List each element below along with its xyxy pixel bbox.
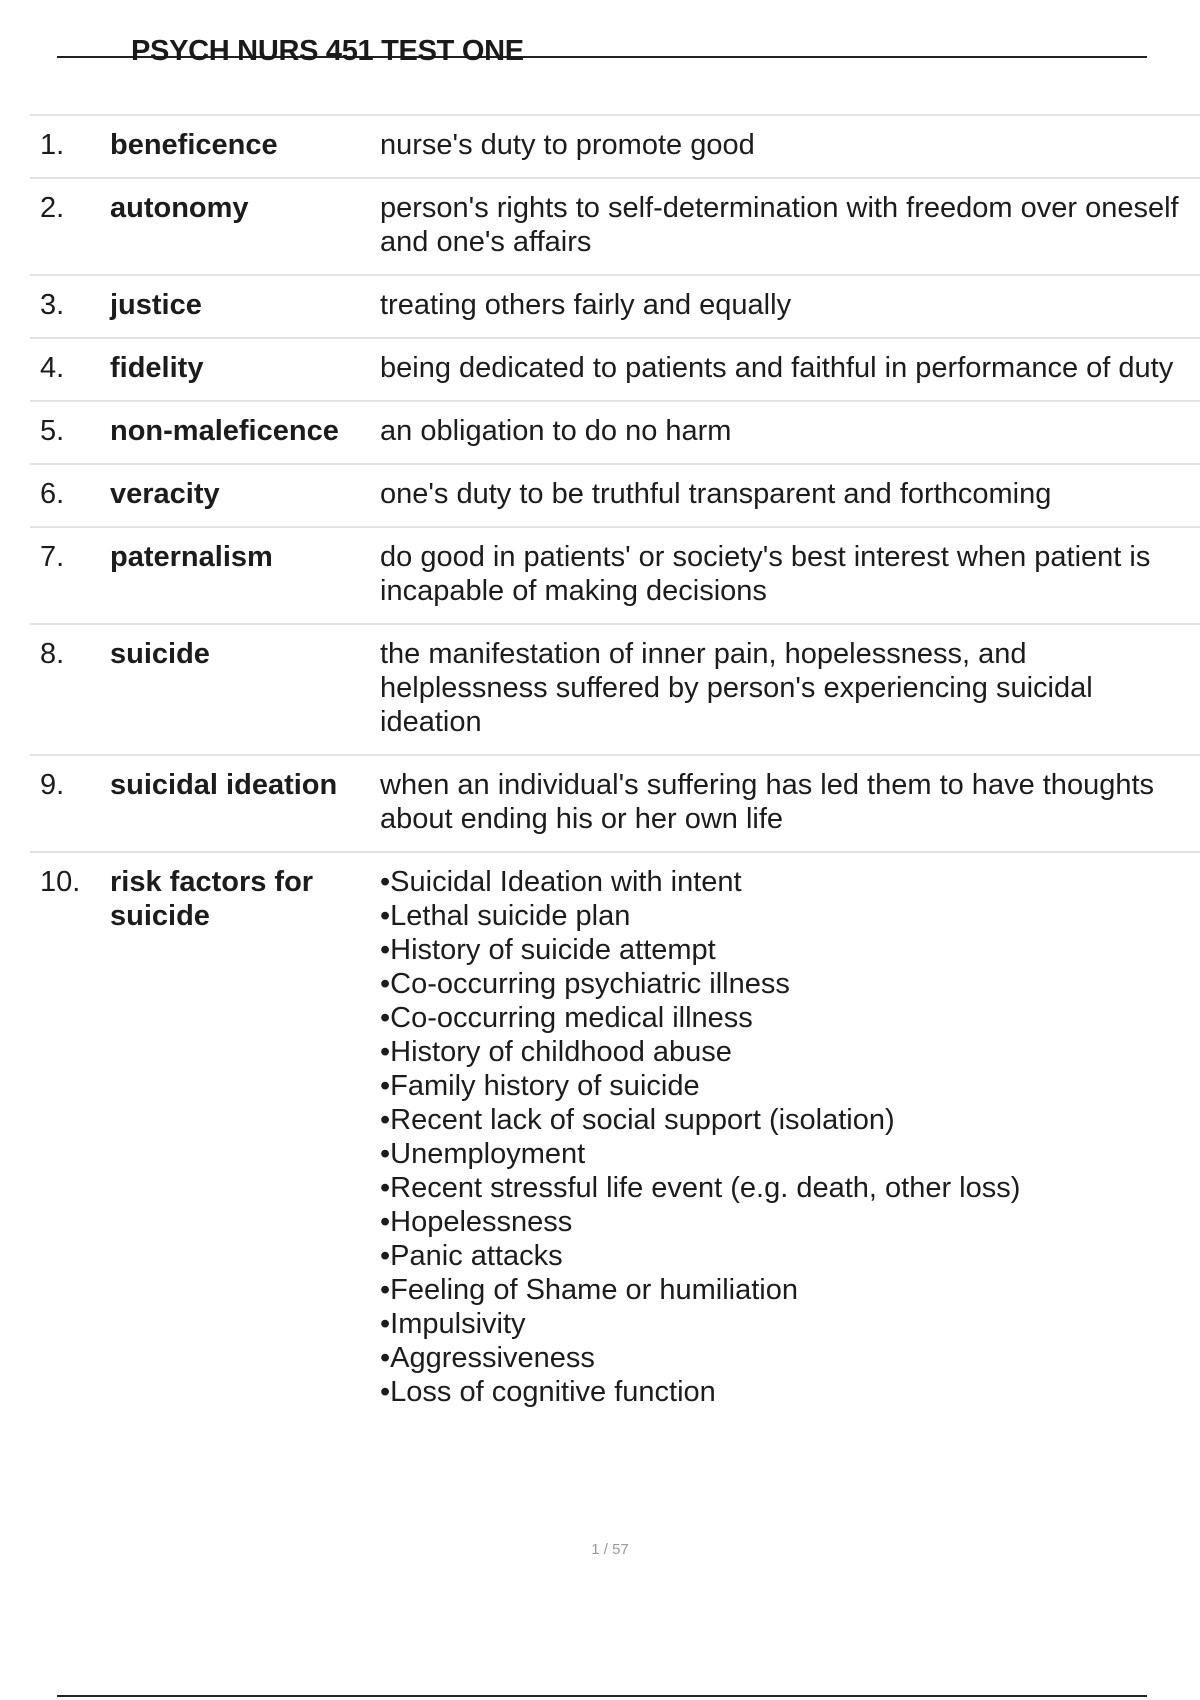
term-row-risk-factors (30, 851, 1200, 1424)
risk-factor-item: •Feeling of Shame or humiliation (380, 1274, 798, 1306)
term-number: 3. (40, 289, 65, 321)
term-number: 7. (40, 541, 65, 573)
risk-factor-item: •Unemployment (380, 1138, 586, 1170)
term-word: suicide (110, 638, 210, 670)
term-word: paternalism (110, 541, 273, 573)
term-number: 8. (40, 638, 65, 670)
term-word: veracity (110, 478, 220, 510)
risk-factor-item: •Co-occurring psychiatric illness (380, 968, 790, 1000)
term-row (30, 526, 1200, 623)
term-word: fidelity (110, 352, 204, 384)
risk-factor-item: •Lethal suicide plan (380, 900, 631, 932)
term-number: 10. (40, 866, 81, 898)
term-number: 2. (40, 192, 65, 224)
term-definition: an obligation to do no harm (380, 415, 732, 447)
risk-factor-item: •Hopelessness (380, 1206, 573, 1238)
term-row (30, 337, 1200, 400)
risk-factor-item: •Impulsivity (380, 1308, 526, 1340)
term-word: autonomy (110, 192, 249, 224)
term-definition: person's rights to self-determination with freedom over oneself and one's affairs (380, 192, 1179, 258)
risk-factor-item: •Loss of cognitive function (380, 1376, 716, 1408)
term-word: justice (110, 289, 202, 321)
term-row (30, 274, 1200, 337)
footer-rule (57, 1695, 1147, 1697)
risk-factor-item: •History of childhood abuse (380, 1036, 732, 1068)
term-word: beneficence (110, 129, 278, 161)
term-definition: one's duty to be truthful transparent and forthcoming (380, 478, 1052, 510)
risk-factor-item: •Suicidal Ideation with intent (380, 866, 742, 898)
term-number: 5. (40, 415, 65, 447)
risk-factor-item: •Family history of suicide (380, 1070, 700, 1102)
risk-factor-item: •Recent stressful life event (e.g. death, other loss) (380, 1172, 1021, 1204)
term-row (30, 623, 1200, 754)
page-number: 1 / 57 (591, 1541, 629, 1558)
risk-factor-item: •Panic attacks (380, 1240, 563, 1272)
page-title: PSYCH NURS 451 TEST ONE (131, 35, 524, 67)
term-row (30, 463, 1200, 526)
risk-factor-item: •Co-occurring medical illness (380, 1002, 753, 1034)
term-definition: nurse's duty to promote good (380, 129, 755, 161)
term-definition: the manifestation of inner pain, hopelessness, and helplessness suffered by person's experiencing suicidal ideation (380, 638, 1093, 738)
risk-factor-item: •Aggressiveness (380, 1342, 595, 1374)
term-word: suicidal ideation (110, 769, 338, 801)
term-row (30, 177, 1200, 274)
term-word: risk factors for suicide (110, 866, 314, 932)
term-list (30, 114, 1200, 1424)
risk-factor-list (380, 865, 1200, 1409)
term-number: 6. (40, 478, 65, 510)
risk-factor-item: •Recent lack of social support (isolation) (380, 1104, 895, 1136)
term-definition: when an individual's suffering has led them to have thoughts about ending his or her own life (380, 769, 1155, 835)
term-definition: treating others fairly and equally (380, 289, 792, 321)
term-definition: being dedicated to patients and faithful in performance of duty (380, 352, 1174, 384)
term-row (30, 400, 1200, 463)
term-number: 1. (40, 129, 65, 161)
page-header (57, 35, 1147, 67)
term-definition: do good in patients' or society's best interest when patient is incapable of making decisions (380, 541, 1151, 607)
term-row (30, 754, 1200, 851)
term-word: non-maleficence (110, 415, 339, 447)
term-row (30, 114, 1200, 177)
risk-factor-item: •History of suicide attempt (380, 934, 716, 966)
term-number: 4. (40, 352, 65, 384)
term-number: 9. (40, 769, 65, 801)
